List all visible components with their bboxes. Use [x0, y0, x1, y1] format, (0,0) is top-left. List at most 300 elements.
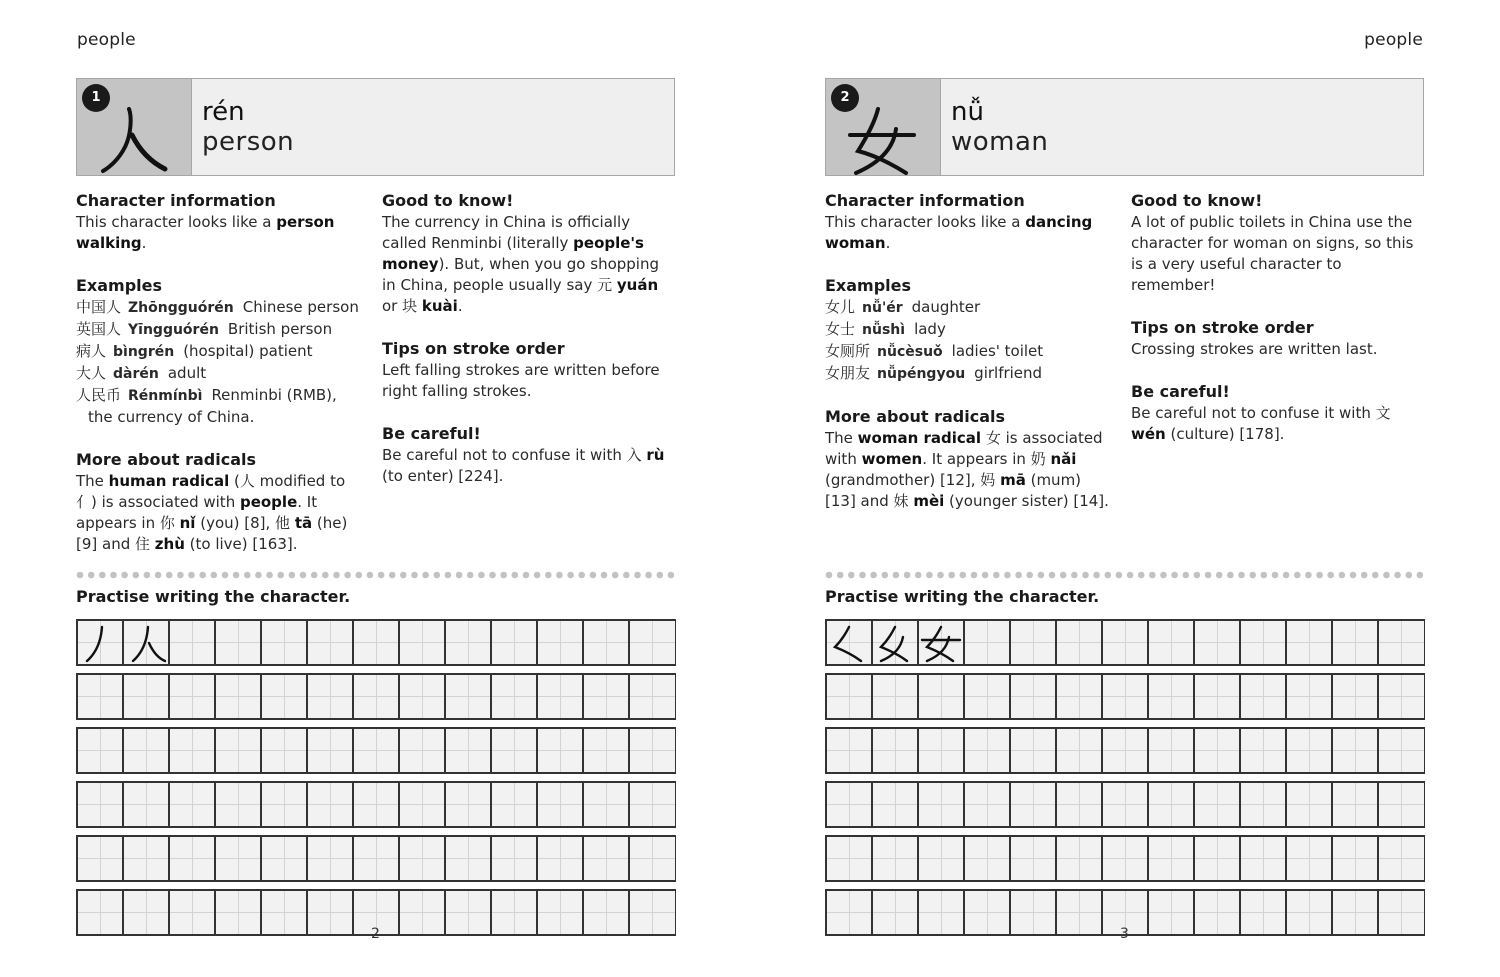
practice-cell[interactable]	[308, 783, 354, 826]
practice-cell[interactable]	[400, 837, 446, 880]
stroke-path	[149, 643, 165, 661]
divider-dot	[837, 572, 844, 579]
divider-dot	[400, 572, 407, 579]
practice-cell[interactable]	[1333, 675, 1379, 718]
be-careful-section	[1131, 381, 1424, 445]
divider-dot	[937, 572, 944, 579]
right-column-b	[1131, 190, 1424, 466]
practice-cell[interactable]	[1011, 837, 1057, 880]
practice-cell[interactable]	[1057, 621, 1103, 664]
headword-character	[99, 105, 169, 175]
practice-cell[interactable]	[584, 783, 630, 826]
divider-dot	[1283, 572, 1290, 579]
divider-dot	[77, 572, 84, 579]
headword-pinyin: rén	[202, 97, 245, 127]
divider-dot	[1015, 572, 1022, 579]
section-title: Good to know!	[382, 191, 514, 210]
left-column-b	[382, 190, 675, 508]
stroke-order-tips-section	[382, 338, 675, 402]
practice-cell[interactable]	[538, 729, 584, 772]
practice-cell[interactable]	[1057, 837, 1103, 880]
practice-row	[825, 835, 1425, 882]
practice-cell[interactable]	[262, 675, 308, 718]
practice-cell[interactable]	[308, 675, 354, 718]
dotted-divider	[825, 570, 1424, 580]
divider-dot	[926, 572, 933, 579]
divider-dot	[1105, 572, 1112, 579]
divider-dot	[456, 572, 463, 579]
divider-dot	[233, 572, 240, 579]
practice-cell[interactable]	[170, 729, 216, 772]
practice-cell[interactable]	[1195, 783, 1241, 826]
divider-dot	[121, 572, 128, 579]
good-to-know-section	[382, 190, 675, 317]
divider-dot	[1372, 572, 1379, 579]
practice-cell[interactable]	[965, 675, 1011, 718]
practice-cell[interactable]	[584, 729, 630, 772]
practice-cell[interactable]	[1241, 837, 1287, 880]
practice-cell[interactable]	[919, 837, 965, 880]
practice-cell[interactable]	[1149, 837, 1195, 880]
practice-cell[interactable]	[1287, 621, 1333, 664]
divider-dot	[1004, 572, 1011, 579]
divider-dot	[1183, 572, 1190, 579]
practice-cell[interactable]	[492, 621, 538, 664]
radicals-section	[76, 449, 366, 555]
practice-cell[interactable]	[965, 837, 1011, 880]
practice-cell[interactable]	[400, 675, 446, 718]
practice-cell[interactable]	[262, 783, 308, 826]
divider-dot	[1116, 572, 1123, 579]
practice-cell[interactable]	[1241, 621, 1287, 664]
divider-dot	[1049, 572, 1056, 579]
example-row: 大人 dàrén adult	[76, 364, 207, 382]
divider-dot	[1327, 572, 1334, 579]
section-text: Left falling strokes are written before right falling strokes.	[382, 361, 660, 400]
divider-dot	[1316, 572, 1323, 579]
practice-row	[76, 673, 676, 720]
practice-cell[interactable]	[124, 675, 170, 718]
practice-cell[interactable]	[873, 729, 919, 772]
radicals-section	[825, 406, 1115, 512]
divider-dot	[612, 572, 619, 579]
divider-dot	[971, 572, 978, 579]
section-text: Be careful not to confuse it with 文 wén (culture) [178].	[1131, 404, 1391, 443]
practice-cell[interactable]	[446, 675, 492, 718]
practice-cell[interactable]	[1379, 729, 1424, 772]
section-title: Good to know!	[1131, 191, 1263, 210]
divider-dot	[993, 572, 1000, 579]
practice-cell[interactable]	[492, 675, 538, 718]
divider-dot	[255, 572, 262, 579]
practice-cell[interactable]	[124, 783, 170, 826]
practice-cell[interactable]	[1195, 837, 1241, 880]
practice-cell[interactable]	[354, 729, 400, 772]
practice-row	[76, 727, 676, 774]
divider-dot	[657, 572, 664, 579]
practice-cell[interactable]	[1011, 783, 1057, 826]
divider-dot	[859, 572, 866, 579]
practice-grid	[825, 619, 1425, 943]
practice-cell[interactable]	[1149, 729, 1195, 772]
page-number: 2	[371, 926, 380, 942]
example-row: 病人 bìngrén (hospital) patient	[76, 342, 313, 360]
practice-cell[interactable]	[1287, 729, 1333, 772]
practice-cell[interactable]	[216, 675, 262, 718]
divider-dot	[1205, 572, 1212, 579]
practice-cell[interactable]	[170, 675, 216, 718]
stroke-path	[881, 627, 907, 661]
practice-row	[825, 673, 1425, 720]
practice-cell[interactable]	[170, 621, 216, 664]
practice-cell[interactable]	[1379, 783, 1424, 826]
divider-dot	[411, 572, 418, 579]
divider-dot	[1383, 572, 1390, 579]
practice-cell[interactable]	[965, 729, 1011, 772]
section-text: Crossing strokes are written last.	[1131, 340, 1378, 358]
divider-dot	[915, 572, 922, 579]
practice-row	[76, 619, 676, 666]
entry-number: 1	[82, 84, 110, 112]
divider-dot	[578, 572, 585, 579]
practice-cell[interactable]	[446, 729, 492, 772]
practice-cell[interactable]	[1057, 783, 1103, 826]
divider-dot	[1272, 572, 1279, 579]
practice-cell[interactable]	[170, 783, 216, 826]
practice-cell[interactable]	[538, 621, 584, 664]
divider-dot	[1171, 572, 1178, 579]
section-title: Tips on stroke order	[382, 339, 565, 358]
divider-dot	[289, 572, 296, 579]
divider-dot	[534, 572, 541, 579]
practice-cell[interactable]	[308, 729, 354, 772]
divider-dot	[478, 572, 485, 579]
examples-section	[76, 275, 366, 428]
divider-dot	[177, 572, 184, 579]
practice-cell[interactable]	[630, 675, 675, 718]
practice-cell[interactable]	[1287, 675, 1333, 718]
practice-cell[interactable]	[919, 675, 965, 718]
practice-cell[interactable]	[1333, 729, 1379, 772]
practice-cell[interactable]	[1103, 675, 1149, 718]
practice-cell[interactable]	[354, 621, 400, 664]
divider-dot	[467, 572, 474, 579]
divider-dot	[88, 572, 95, 579]
divider-dot	[1082, 572, 1089, 579]
examples-section	[825, 275, 1115, 385]
practice-cell[interactable]	[78, 729, 124, 772]
section-text: A lot of public toilets in China use the character for woman on signs, so this is a very useful character to remember!	[1131, 213, 1414, 294]
section-title: Be careful!	[1131, 382, 1230, 401]
be-careful-section	[382, 423, 675, 487]
right-page	[825, 0, 1424, 977]
practice-cell[interactable]	[630, 783, 675, 826]
divider-dot	[300, 572, 307, 579]
practice-row	[76, 781, 676, 828]
practice-cell[interactable]	[1103, 621, 1149, 664]
practice-cell[interactable]	[1011, 729, 1057, 772]
practice-cell[interactable]	[1011, 621, 1057, 664]
practice-cell[interactable]	[400, 783, 446, 826]
section-text: This character looks like a dancing woman.	[825, 213, 1093, 252]
divider-dot	[1238, 572, 1245, 579]
practice-cell[interactable]	[78, 675, 124, 718]
divider-dot	[1038, 572, 1045, 579]
practice-cell[interactable]	[124, 837, 170, 880]
practice-cell[interactable]	[873, 837, 919, 880]
practice-cell[interactable]	[919, 783, 965, 826]
practice-cell[interactable]	[446, 621, 492, 664]
practice-cell[interactable]	[308, 621, 354, 664]
divider-dot	[1216, 572, 1223, 579]
stroke-path	[927, 627, 953, 661]
practice-cell[interactable]	[1103, 783, 1149, 826]
divider-dot	[1261, 572, 1268, 579]
practice-cell[interactable]	[1287, 837, 1333, 880]
practice-cell[interactable]	[1195, 675, 1241, 718]
practice-cell[interactable]	[873, 621, 919, 664]
practice-cell[interactable]	[630, 837, 675, 880]
practice-cell[interactable]	[827, 675, 873, 718]
running-head: people	[77, 30, 136, 50]
practice-cell[interactable]	[1379, 837, 1424, 880]
divider-dot	[567, 572, 574, 579]
divider-dot	[668, 572, 675, 579]
stroke-order-glyph	[827, 621, 871, 664]
divider-dot	[133, 572, 140, 579]
divider-dot	[166, 572, 173, 579]
divider-dot	[445, 572, 452, 579]
practice-cell[interactable]	[1241, 675, 1287, 718]
character-cell	[826, 79, 941, 175]
practice-cell[interactable]	[873, 783, 919, 826]
practice-cell[interactable]	[827, 783, 873, 826]
divider-dot	[277, 572, 284, 579]
practice-cell[interactable]	[216, 621, 262, 664]
stroke-order-glyph	[124, 621, 168, 664]
practice-cell[interactable]	[446, 837, 492, 880]
practice-cell[interactable]	[827, 621, 873, 664]
section-title: More about radicals	[76, 450, 256, 469]
practice-cell[interactable]	[584, 621, 630, 664]
practice-cell[interactable]	[400, 729, 446, 772]
practice-cell[interactable]	[1195, 729, 1241, 772]
left-page	[76, 0, 675, 977]
practice-cell[interactable]	[262, 837, 308, 880]
practice-cell[interactable]	[630, 621, 675, 664]
practice-cell[interactable]	[827, 837, 873, 880]
practice-row	[825, 727, 1425, 774]
character-information-section	[76, 190, 366, 254]
divider-dot	[1026, 572, 1033, 579]
divider-dot	[1227, 572, 1234, 579]
stroke-path	[835, 627, 861, 661]
practice-cell[interactable]	[919, 621, 965, 664]
practice-cell[interactable]	[124, 729, 170, 772]
divider-dot	[1294, 572, 1301, 579]
divider-dot	[1060, 572, 1067, 579]
practice-cell[interactable]	[538, 783, 584, 826]
divider-dot	[1417, 572, 1424, 579]
stroke-order-glyph	[873, 621, 917, 664]
divider-dot	[601, 572, 608, 579]
practice-cell[interactable]	[1241, 729, 1287, 772]
divider-dot	[188, 572, 195, 579]
practice-cell[interactable]	[354, 675, 400, 718]
section-title: Character information	[825, 191, 1025, 210]
divider-dot	[144, 572, 151, 579]
practice-cell[interactable]	[1333, 837, 1379, 880]
practice-cell[interactable]	[262, 621, 308, 664]
divider-dot	[500, 572, 507, 579]
practice-cell[interactable]	[538, 837, 584, 880]
practice-cell[interactable]	[1057, 675, 1103, 718]
stroke-order-tips-section	[1131, 317, 1424, 360]
divider-dot	[1071, 572, 1078, 579]
example-row: 女厕所 nǚcèsuǒ ladies' toilet	[825, 342, 1044, 360]
example-continuation: the currency of China.	[88, 408, 255, 426]
divider-dot	[645, 572, 652, 579]
ren-character-glyph	[99, 105, 169, 175]
character-information-section	[825, 190, 1115, 254]
divider-dot	[389, 572, 396, 579]
practice-cell[interactable]	[78, 837, 124, 880]
entry-number: 2	[831, 84, 859, 112]
practice-cell[interactable]	[1379, 621, 1424, 664]
practice-cell[interactable]	[216, 729, 262, 772]
divider-dot	[434, 572, 441, 579]
divider-dot	[545, 572, 552, 579]
divider-dot	[199, 572, 206, 579]
practice-cell[interactable]	[446, 783, 492, 826]
right-column-a	[825, 190, 1115, 533]
section-text: This character looks like a person walking.	[76, 213, 335, 252]
practice-cell[interactable]	[1011, 675, 1057, 718]
practice-cell[interactable]	[492, 837, 538, 880]
divider-dot	[1305, 572, 1312, 579]
practice-cell[interactable]	[965, 783, 1011, 826]
practice-cell[interactable]	[1333, 783, 1379, 826]
practice-cell[interactable]	[216, 837, 262, 880]
divider-dot	[322, 572, 329, 579]
practice-cell[interactable]	[1379, 675, 1424, 718]
divider-dot	[1093, 572, 1100, 579]
practice-cell[interactable]	[262, 729, 308, 772]
practice-cell[interactable]	[78, 621, 124, 664]
divider-dot	[311, 572, 318, 579]
practice-cell[interactable]	[1149, 783, 1195, 826]
divider-dot	[826, 572, 833, 579]
divider-dot	[556, 572, 563, 579]
divider-dot	[155, 572, 162, 579]
divider-dot	[960, 572, 967, 579]
divider-dot	[222, 572, 229, 579]
practice-cell[interactable]	[873, 675, 919, 718]
stroke-order-glyph	[919, 621, 963, 664]
practice-row	[76, 835, 676, 882]
practice-cell[interactable]	[78, 783, 124, 826]
divider-dot	[1194, 572, 1201, 579]
divider-dot	[623, 572, 630, 579]
practice-cell[interactable]	[308, 837, 354, 880]
practice-cell[interactable]	[1103, 729, 1149, 772]
good-to-know-section	[1131, 190, 1424, 296]
practice-cell[interactable]	[1333, 621, 1379, 664]
practice-cell[interactable]	[1149, 675, 1195, 718]
example-row: 中国人 Zhōngguórén Chinese person	[76, 298, 359, 316]
practice-cell[interactable]	[354, 837, 400, 880]
section-title: Character information	[76, 191, 276, 210]
nu-character-glyph	[848, 105, 918, 175]
practice-cell[interactable]	[492, 783, 538, 826]
divider-dot	[1361, 572, 1368, 579]
practice-cell[interactable]	[584, 675, 630, 718]
practice-cell[interactable]	[1057, 729, 1103, 772]
stroke-path	[133, 627, 148, 661]
practice-cell[interactable]	[630, 729, 675, 772]
divider-dot	[367, 572, 374, 579]
practice-cell[interactable]	[965, 621, 1011, 664]
practise-label: Practise writing the character.	[76, 587, 351, 606]
section-title: Tips on stroke order	[1131, 318, 1314, 337]
example-row: 英国人 Yīngguórén British person	[76, 320, 333, 338]
practice-cell[interactable]	[124, 621, 170, 664]
practice-cell[interactable]	[400, 621, 446, 664]
practice-grid	[76, 619, 676, 943]
divider-dot	[904, 572, 911, 579]
practice-cell[interactable]	[1149, 621, 1195, 664]
divider-dot	[512, 572, 519, 579]
divider-dot	[422, 572, 429, 579]
character-header	[825, 78, 1424, 176]
practise-label: Practise writing the character.	[825, 587, 1100, 606]
page-number: 3	[1120, 926, 1129, 942]
practice-cell[interactable]	[584, 837, 630, 880]
divider-dot	[848, 572, 855, 579]
dotted-divider	[76, 570, 675, 580]
practice-cell[interactable]	[538, 675, 584, 718]
divider-dot	[110, 572, 117, 579]
practice-cell[interactable]	[170, 837, 216, 880]
divider-dot	[378, 572, 385, 579]
divider-dot	[948, 572, 955, 579]
practice-cell[interactable]	[216, 783, 262, 826]
stroke-path	[87, 627, 102, 661]
example-row: 人民币 Rénmínbì Renminbi (RMB),	[76, 386, 337, 404]
practice-cell[interactable]	[1195, 621, 1241, 664]
divider-dot	[1339, 572, 1346, 579]
practice-cell[interactable]	[354, 783, 400, 826]
practice-cell[interactable]	[492, 729, 538, 772]
practice-cell[interactable]	[919, 729, 965, 772]
stroke-order-glyph	[78, 621, 122, 664]
practice-cell[interactable]	[1103, 837, 1149, 880]
divider-dot	[1127, 572, 1134, 579]
divider-dot	[1406, 572, 1413, 579]
divider-dot	[634, 572, 641, 579]
practice-row	[825, 619, 1425, 666]
practice-cell[interactable]	[827, 729, 873, 772]
practice-cell[interactable]	[1287, 783, 1333, 826]
character-cell	[77, 79, 192, 175]
divider-dot	[1160, 572, 1167, 579]
character-header	[76, 78, 675, 176]
divider-dot	[333, 572, 340, 579]
divider-dot	[1138, 572, 1145, 579]
section-title: Examples	[825, 276, 912, 295]
headword-meaning: woman	[951, 127, 1049, 157]
practice-cell[interactable]	[1241, 783, 1287, 826]
